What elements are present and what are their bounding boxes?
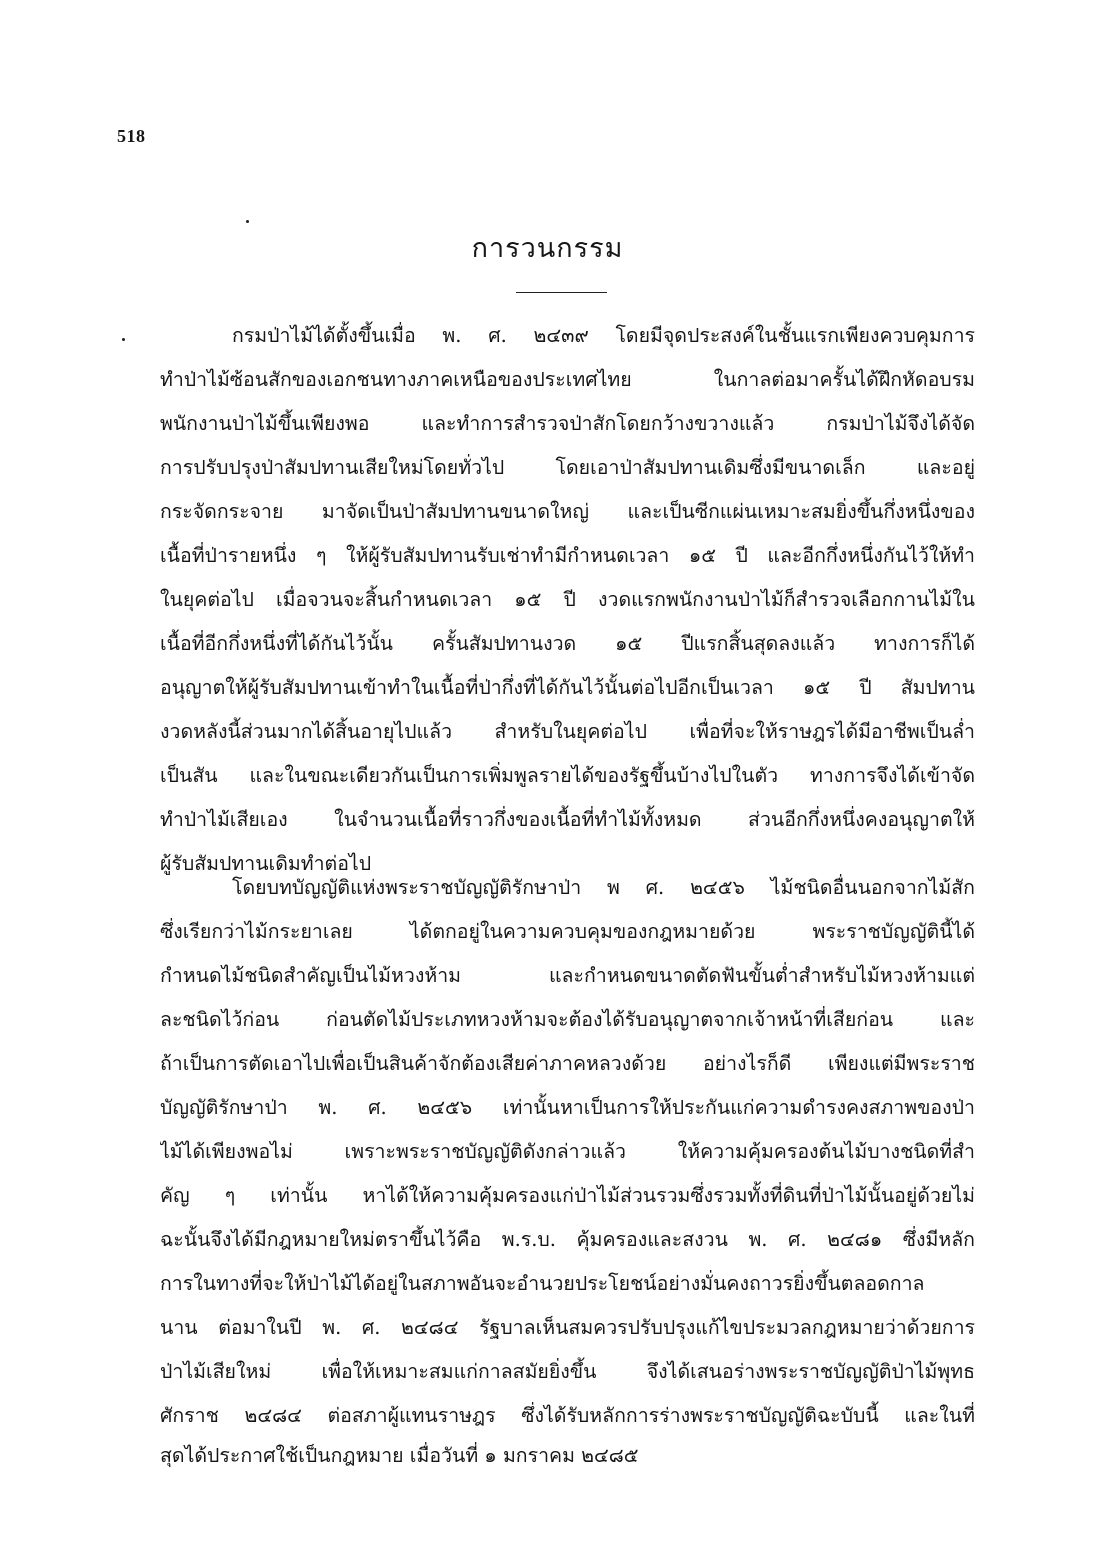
scan-speck [122, 338, 125, 341]
text-line: ซึ่งเรียกว่าไม้กระยาเลย ได้ตกอยู่ในความควบคุมของกฎหมายด้วย พระราชบัญญัตินี้ได้ [160, 920, 975, 943]
page-title: การวนกรรม [471, 233, 624, 264]
text-line: ศักราช ๒๔๘๔ ต่อสภาผู้แทนราษฎร ซึ่งได้รับหลักการร่างพระราชบัญญัติฉะบับนี้ และในที่ [160, 1404, 975, 1427]
text-line: กำหนดไม้ชนิดสำคัญเป็นไม้หวงห้าม และกำหนดขนาดตัดฟันขั้นต่ำสำหรับไม้หวงห้ามแต่ [160, 964, 975, 987]
text-line: ทำป่าไม้ซ้อนสักของเอกชนทางภาคเหนือของประเทศไทย ในกาลต่อมาครั้นได้ฝึกหัดอบรม [160, 368, 975, 391]
text-line: นาน ต่อมาในปี พ. ศ. ๒๔๘๔ รัฐบาลเห็นสมควรปรับปรุงแก้ไขประมวลกฎหมายว่าด้วยการ [160, 1316, 975, 1339]
text-line: สุดได้ประกาศใช้เป็นกฎหมาย เมื่อวันที่ ๑ มกราคม ๒๔๘๕ [160, 1444, 639, 1467]
text-line: การปรับปรุงป่าสัมปทานเสียใหม่โดยทั่วไป โดยเอาป่าสัมปทานเดิมซึ่งมีขนาดเล็ก และอยู่ [160, 456, 975, 479]
text-line: กรมป่าไม้ได้ตั้งขึ้นเมื่อ พ. ศ. ๒๔๓๙ โดยมีจุดประสงค์ในชั้นแรกเพียงควบคุมการ [232, 324, 975, 347]
title-underline [516, 292, 607, 293]
text-line: ผู้รับสัมปทานเดิมทำต่อไป [160, 852, 372, 875]
text-line: กระจัดกระจาย มาจัดเป็นป่าสัมปทานขนาดใหญ่ และเป็นซีกแผ่นเหมาะสมยิ่งขึ้นกึ่งหนึ่งของ [160, 500, 975, 523]
text-line: ถ้าเป็นการตัดเอาไปเพื่อเป็นสินค้าจักต้องเสียค่าภาคหลวงด้วย อย่างไรก็ดี เพียงแต่มีพระราช [160, 1052, 975, 1075]
text-line: การในทางที่จะให้ป่าไม้ได้อยู่ในสภาพอันจะอำนวยประโยชน์อย่างมั่นคงถาวรยิ่งขึ้นตลอดกาล [160, 1272, 925, 1295]
text-line: ไม้ได้เพียงพอไม่ เพราะพระราชบัญญัติดังกล่าวแล้ว ให้ความคุ้มครองต้นไม้บางชนิดที่สำ [160, 1140, 975, 1163]
text-line: เป็นสัน และในขณะเดียวกันเป็นการเพิ่มพูลรายได้ของรัฐขึ้นบ้างไปในตัว ทางการจึงได้เข้าจัด [160, 764, 975, 787]
text-line: งวดหลังนี้ส่วนมากได้สิ้นอายุไปแล้ว สำหรับในยุคต่อไป เพื่อที่จะให้ราษฎรได้มีอาชีพเป็นล่ำ [160, 720, 975, 743]
text-line: เนื้อที่ป่ารายหนึ่ง ๆ ให้ผู้รับสัมปทานรับเช่าทำมีกำหนดเวลา ๑๕ ปี และอีกกึ่งหนึ่งกันไว้ให้ทำ [160, 544, 975, 567]
text-line: คัญ ๆ เท่านั้น หาได้ให้ความคุ้มครองแก่ป่าไม้ส่วนรวมซึ่งรวมทั้งที่ดินที่ป่าไม้นั้นอยู่ด้วยไม่ [160, 1184, 975, 1207]
scan-speck [246, 220, 249, 223]
text-line: พนักงานป่าไม้ขึ้นเพียงพอ และทำการสำรวจป่าสักโดยกว้างขวางแล้ว กรมป่าไม้จึงได้จัด [160, 412, 975, 435]
text-line: ฉะนั้นจึงได้มีกฎหมายใหม่ตราขึ้นไว้คือ พ.ร.บ. คุ้มครองและสงวน พ. ศ. ๒๔๘๑ ซึ่งมีหลัก [160, 1228, 975, 1251]
text-line: บัญญัติรักษาป่า พ. ศ. ๒๔๕๖ เท่านั้นหาเป็นการให้ประกันแก่ความดำรงคงสภาพของป่า [160, 1096, 975, 1119]
text-line: อนุญาตให้ผู้รับสัมปทานเข้าทำในเนื้อที่ป่ากึ่งที่ได้กันไว้นั้นต่อไปอีกเป็นเวลา ๑๕ ปี สัมปทาน [160, 676, 975, 699]
text-line: ป่าไม้เสียใหม่ เพื่อให้เหมาะสมแก่กาลสมัยยิ่งขึ้น จึงได้เสนอร่างพระราชบัญญัติป่าไม้พุทธ [160, 1360, 975, 1383]
text-line: เนื้อที่อีกกึ่งหนึ่งที่ได้กันไว้นั้น ครั้นสัมปทานงวด ๑๕ ปีแรกสิ้นสุดลงแล้ว ทางการก็ได้ [160, 632, 975, 655]
text-line: ในยุคต่อไป เมื่อจวนจะสิ้นกำหนดเวลา ๑๕ ปี งวดแรกพนักงานป่าไม้ก็สำรวจเลือกกานไม้ใน [160, 588, 975, 611]
text-line: โดยบทบัญญัติแห่งพระราชบัญญัติรักษาป่า พ ศ. ๒๔๕๖ ไม้ชนิดอื่นนอกจากไม้สัก [232, 876, 975, 899]
text-line: ละชนิดไว้ก่อน ก่อนตัดไม้ประเภทหวงห้ามจะต้องได้รับอนุญาตจากเจ้าหน้าที่เสียก่อน และ [160, 1008, 975, 1031]
text-line: ทำป่าไม้เสียเอง ในจำนวนเนื้อที่ราวกึ่งของเนื้อที่ทำไม้ทั้งหมด ส่วนอีกกึ่งหนึ่งคงอนุญาตให้ [160, 808, 975, 831]
page-number: 518 [117, 126, 146, 146]
